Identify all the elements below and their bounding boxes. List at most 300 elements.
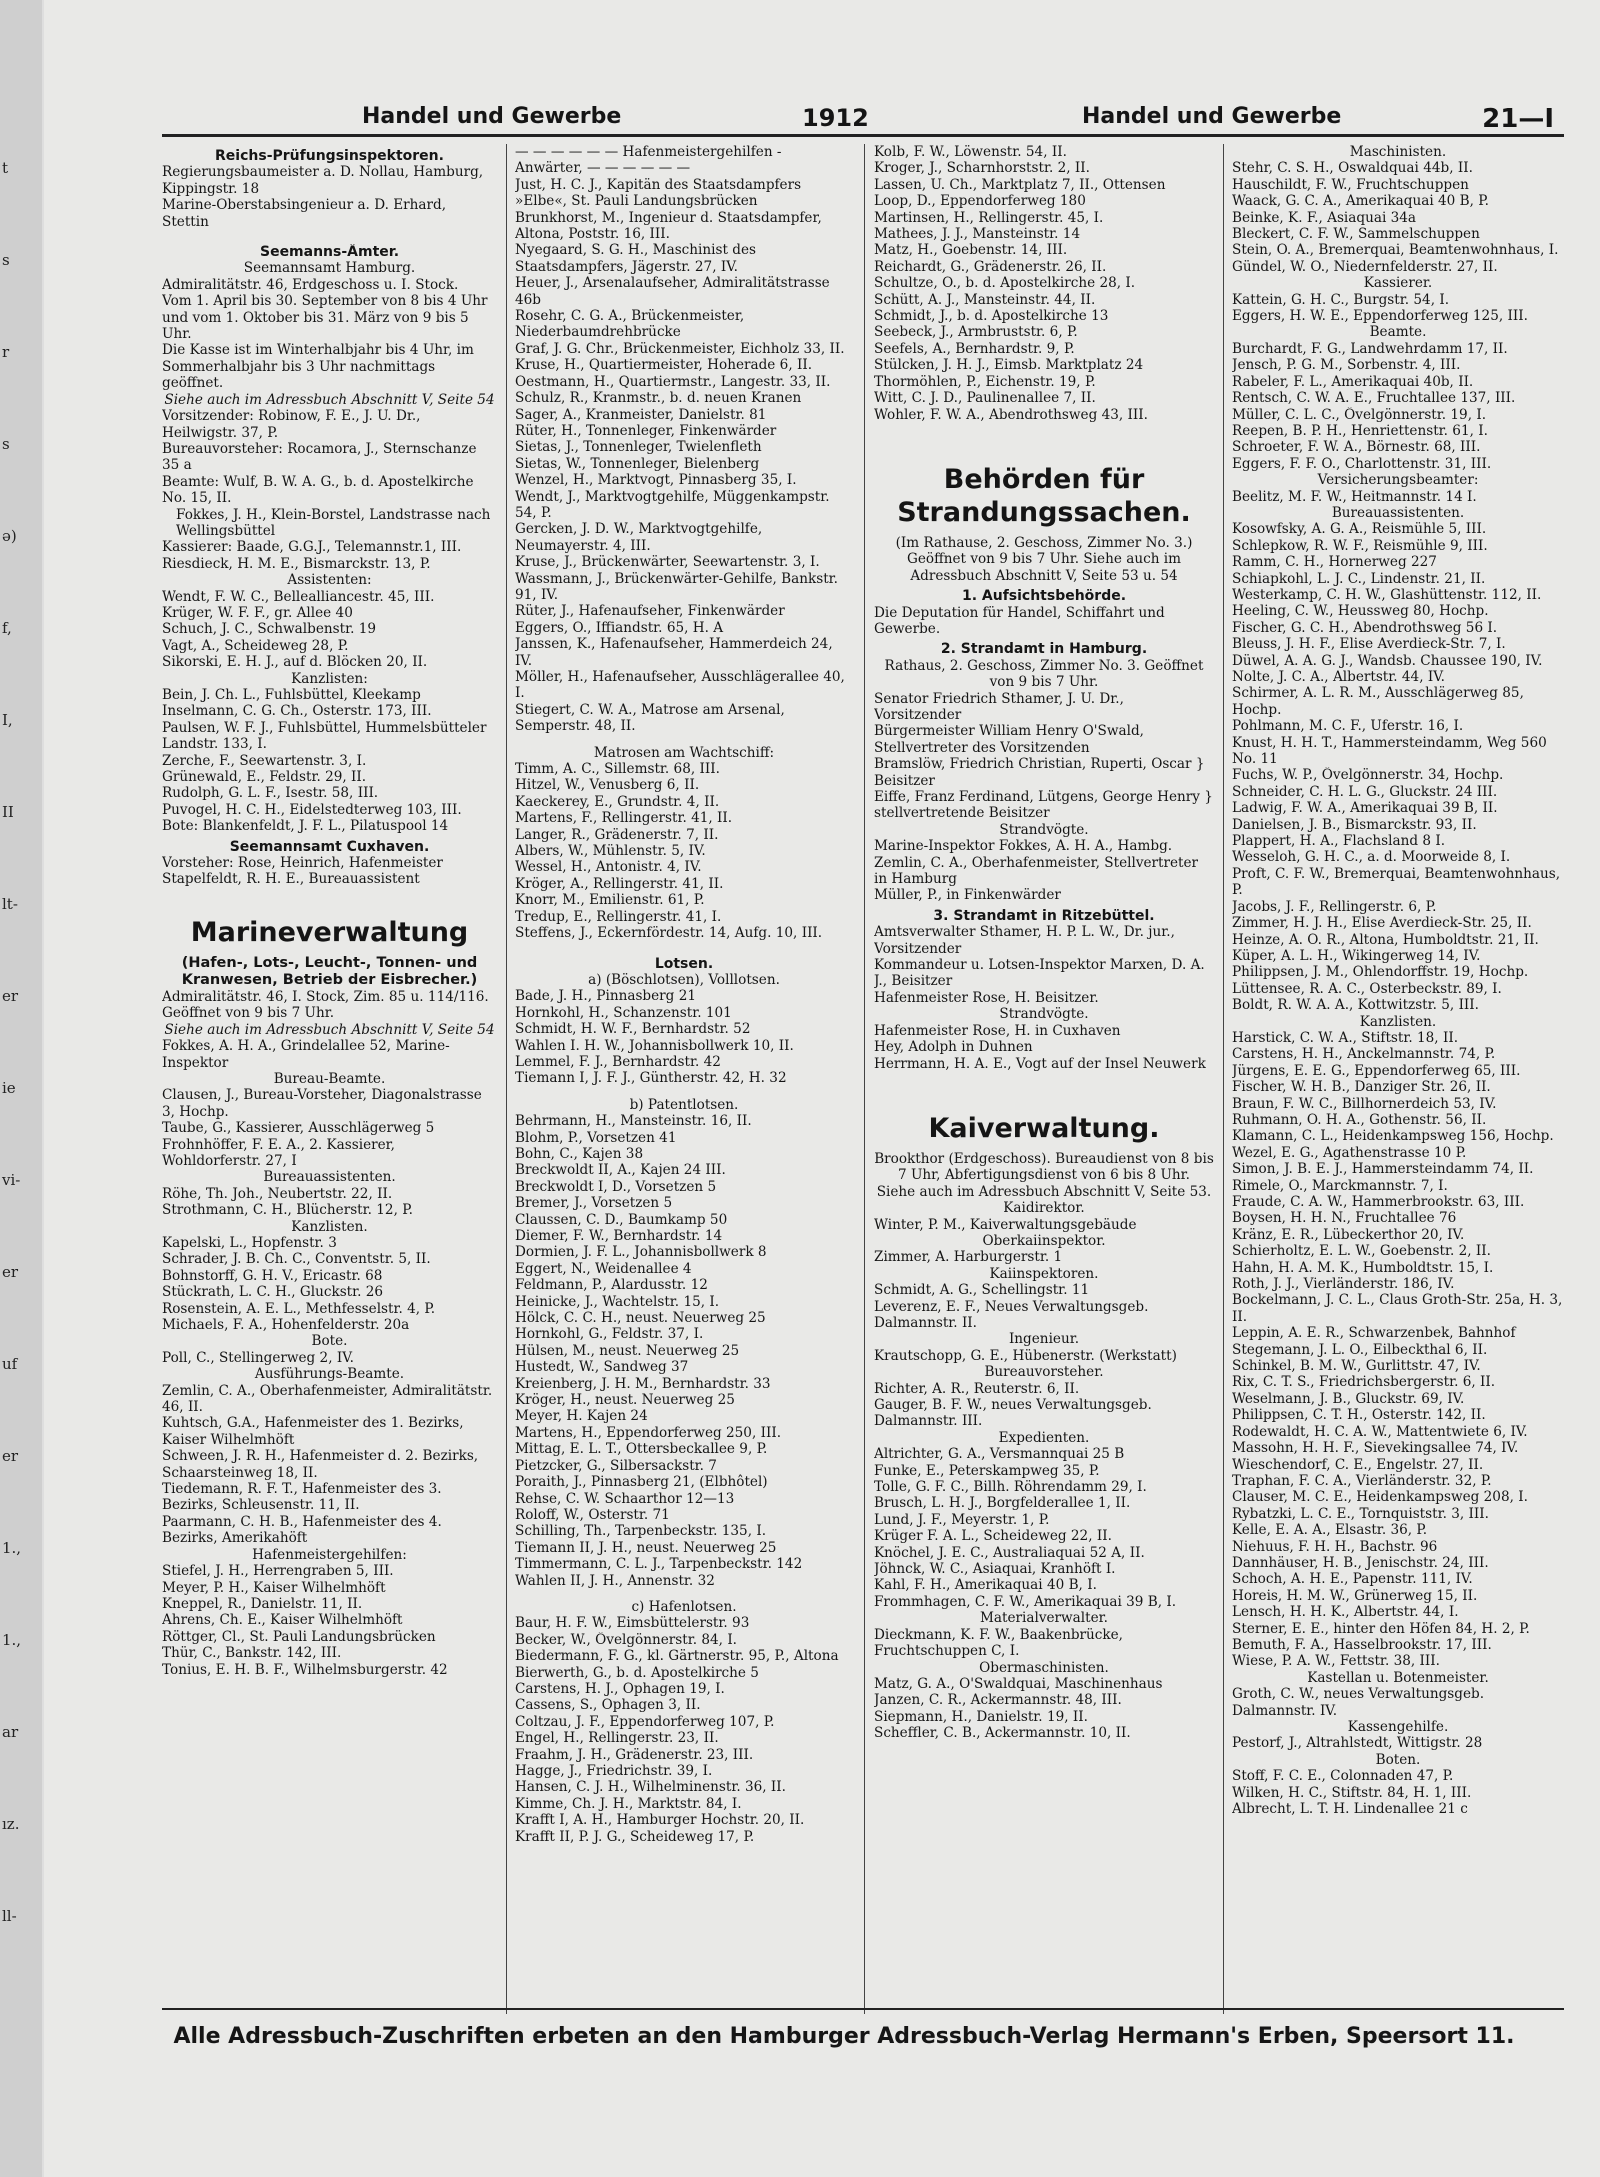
entry-line: Siehe auch im Adressbuch Abschnitt V, Seite 54 (164, 391, 495, 408)
entry-line: Paarmann, C. H. B., Hafenmeister des 4. Bezirks, Amerikahöft (162, 1513, 442, 1547)
entry-line: Bürgermeister William Henry O'Swald, Stellvertreter des Vorsitzenden (874, 723, 1144, 756)
entry-line: Stoff, F. C. E., Colonnaden 47, P. (1232, 1768, 1454, 1785)
entry-line: Strothmann, C. H., Blücherstr. 12, P. (162, 1202, 413, 1219)
entry-line: Reichardt, G., Grädenerstr. 26, II. (874, 258, 1107, 275)
entry-line: Puvogel, H. C. H., Eidelstedterweg 103, III. (162, 801, 462, 818)
entry-line: Schmidt, H. W. F., Bernhardstr. 52 (515, 1021, 751, 1038)
entry-line: Kruse, H., Quartiermeister, Hoherade 6, II. (515, 357, 813, 374)
entry-line: Schinkel, B. M. W., Gurlittstr. 47, IV. (1232, 1358, 1481, 1375)
entry-line: Brookthor (Erdgeschoss). Bureaudienst von 8 bis 7 Uhr, Abfertigungsdienst von 6 bis 8 Uhr. (874, 1150, 1214, 1184)
entry-line: Rybatzki, L. C. E., Tornquiststr. 3, III. (1232, 1505, 1489, 1522)
entry-line: Meyer, P. H., Kaiser Wilhelmhöft (162, 1579, 386, 1596)
entry-line: Marine-Oberstabsingenieur a. D. Erhard, Stettin (162, 197, 447, 230)
entry-line: Kassierer. (1363, 275, 1433, 292)
entry-line: Dieckmann, K. F. W., Baakenbrücke, Fruchtschuppen C, I. (874, 1626, 1124, 1660)
running-header (162, 96, 1564, 137)
entry-line: Stülcken, J. H. J., Eimsb. Marktplatz 24 (874, 357, 1144, 374)
entry-line: Diemer, F. W., Bernhardstr. 14 (515, 1228, 723, 1244)
entry-line: Wahlen I. H. W., Johannisbollwerk 10, II. (515, 1037, 794, 1054)
entry-line: Beamte. (1369, 324, 1427, 341)
entry-line: Rehse, C. W. Schaarthor 12—13 (515, 1490, 735, 1507)
entry-line: Jacobs, J. F., Rellingerstr. 6, P. (1232, 898, 1437, 915)
entry-line: Gercken, J. D. W., Marktvogtgehilfe, Neumayerstr. 4, III. (515, 521, 763, 554)
entry-line: Ausführungs-Beamte. (254, 1366, 405, 1383)
columns-area (162, 144, 1564, 2024)
entry-line: Regierungsbaumeister a. D. Nollau, Hamburg, Kippingstr. 18 (162, 164, 484, 197)
entry-line: Kröger, H., neust. Neuerweg 25 (515, 1392, 735, 1409)
entry-line: Fraude, C. A. W., Hammerbrookstr. 63, III. (1232, 1194, 1525, 1210)
entry-line: Schulz, R., Kranmstr., b. d. neuen Kranen (515, 390, 802, 407)
entry-line: Clausen, J., Bureau-Vorsteher, Diagonalstrasse 3, Hochp. (162, 1087, 482, 1120)
entry-line: Eggers, H. W. E., Eppendorferweg 125, III. (1232, 308, 1528, 325)
entry-line: Heeling, C. W., Heussweg 80, Hochp. (1232, 603, 1489, 620)
entry-line: Reepen, B. P. H., Henriettenstr. 61, I. (1232, 422, 1488, 439)
entry-line: Stückrath, L. C. H., Gluckstr. 26 (162, 1284, 384, 1301)
entry-line: Zemlin, C. A., Oberhafenmeister, Stellvertreter in Hamburg (874, 854, 1199, 888)
entry-line: Mittag, E. L. T., Ottersbeckallee 9, P. (515, 1441, 768, 1458)
entry-line: Wendt, J., Marktvogtgehilfe, Müggenkampstr. 54, P. (515, 488, 830, 521)
entry-line: a) (Böschlotsen), Volllotsen. (588, 971, 780, 988)
entry-line: Pietzcker, G., Silbersackstr. 7 (515, 1457, 717, 1474)
entry-line: Breckwoldt I, D., Vorsetzen 5 (515, 1178, 717, 1195)
entry-line: Plappert, H. A., Flachsland 8 I. (1232, 833, 1446, 850)
entry-line: Vom 1. April bis 30. September von 8 bis 4 Uhr und vom 1. Oktober bis 31. März von 9 bis 5 Uhr. (162, 293, 488, 343)
entry-line: Heinicke, J., Wachtelstr. 15, I. (515, 1293, 720, 1310)
entry-line: Graf, J. G. Chr., Brückenmeister, Eichholz 33, II. (515, 340, 845, 357)
entry-line: Kaidirektor. (1003, 1200, 1085, 1217)
entry-line: Wenzel, H., Marktvogt, Pinnasberg 35, I. (515, 472, 797, 489)
entry-line: Philippsen, C. T. H., Osterstr. 142, II. (1232, 1407, 1486, 1424)
entry-line: Vorsitzender: Robinow, F. E., J. U. Dr., Heilwigstr. 37, P. (162, 408, 421, 441)
entry-line: Fokkes, A. H. A., Grindelallee 52, Marine-Inspektor (162, 1038, 450, 1071)
entry-line: Seemannsamt Hamburg. (243, 260, 416, 277)
entry-line: Traphan, F. C. A., Vierländerstr. 32, P. (1232, 1472, 1492, 1489)
header-right-title: Handel und Gewerbe (1082, 104, 1342, 129)
entry-line: Pohlmann, M. C. F., Uferstr. 16, I. (1232, 718, 1464, 735)
entry-line: Bleckert, C. F. W., Sammelschuppen (1232, 226, 1480, 243)
entry-line: Mathees, J. J., Mansteinstr. 14 (874, 226, 1081, 243)
entry-line: Admiralitätstr. 46, I. Stock, Zim. 85 u. 114/116. Geöffnet von 9 bis 7 Uhr. (162, 988, 489, 1022)
entry-line: Richter, A. R., Reuterstr. 6, II. (874, 1380, 1080, 1397)
entry-line: Kimme, Ch. J. H., Marktstr. 84, I. (515, 1795, 742, 1812)
entry-line: Bierwerth, G., b. d. Apostelkirche 5 (515, 1664, 759, 1681)
entry-line: Simon, J. B. E. J., Hammersteindamm 74, II. (1232, 1161, 1534, 1178)
entry-line: Schrader, J. B. Ch. C., Conventstr. 5, II. (162, 1251, 431, 1268)
entry-line: Thormöhlen, P., Eichenstr. 19, P. (874, 373, 1096, 390)
entry-line: c) Hafenlotsen. (631, 1598, 737, 1615)
entry-line: Die Deputation für Handel, Schiffahrt und Gewerbe. (874, 604, 1165, 637)
entry-line: Becker, W., Övelgönnerstr. 84, I. (515, 1631, 738, 1648)
entry-line: Schoch, A. H. E., Papenstr. 111, IV. (1232, 1571, 1473, 1588)
entry-line: Jensch, P. G. M., Sorbenstr. 4, III. (1232, 357, 1461, 374)
entry-line: Obermaschinisten. (979, 1659, 1109, 1676)
spacer (162, 230, 497, 240)
entry-line: (Im Rathause, 2. Geschoss, Zimmer No. 3.) Geöffnet von 9 bis 7 Uhr. Siehe auch im Adressbuch Abschnitt V, Seite 53 u. 54 (895, 534, 1193, 584)
entry-line: Leppin, A. E. R., Schwarzenbek, Bahnhof (1232, 1325, 1516, 1342)
entry-line: Die Kasse ist im Winterhalbjahr bis 4 Uhr, im Sommerhalbjahr bis 3 Uhr nachmittags geöffnet. (162, 342, 474, 392)
entry-line: Matrosen am Wachtschiff: (593, 744, 775, 761)
margin-mark: s (2, 251, 10, 269)
spacer (515, 735, 853, 745)
entry-line: Philippsen, J. M., Ohlendorffstr. 19, Hochp. (1232, 964, 1529, 981)
column-4 (1232, 144, 1564, 2014)
entry-line: Zimmer, A. Harburgerstr. 1 (874, 1249, 1063, 1266)
entry-line: Strandvögte. (999, 1006, 1089, 1023)
margin-mark: vi- (2, 1171, 21, 1189)
entry-line: Hafenmeister Rose, H. Beisitzer. (874, 989, 1099, 1006)
entry-line: Hahn, H. A. M. K., Humboldtstr. 15, I. (1232, 1259, 1494, 1276)
entry-line: Krüger, W. F. F., gr. Allee 40 (162, 604, 353, 621)
entry-line: Rudolph, G. L. F., Isestr. 58, III. (162, 785, 379, 802)
entry-line: Martinsen, H., Rellingerstr. 45, I. (874, 209, 1104, 226)
entry-line: Expedienten. (998, 1429, 1090, 1446)
entry-line: Schneider, C. H. L. G., Gluckstr. 24 III. (1232, 783, 1498, 800)
entry-line: Rabeler, F. L., Amerikaquai 40b, II. (1232, 373, 1474, 390)
margin-mark: ə) (2, 527, 17, 545)
entry-line: Rosenstein, A. E. L., Methfesselstr. 4, P. (162, 1300, 436, 1317)
entry-line: Blohm, P., Vorsetzen 41 (515, 1129, 677, 1146)
entry-line: Kneppel, R., Danielstr. 11, II. (162, 1595, 363, 1612)
entry-line: Bote: Blankenfeldt, J. F. L., Pilatuspool 14 (162, 818, 449, 835)
entry-line: Ingenieur. (1008, 1331, 1080, 1348)
entry-line: Funke, E., Peterskampweg 35, P. (874, 1462, 1100, 1479)
entry-line: Kruse, J., Brückenwärter, Seewartenstr. 3, I. (515, 554, 820, 571)
entry-line: Klamann, C. L., Heidenkampsweg 156, Hochp. (1232, 1128, 1554, 1145)
entry-line: Kassengehilfe. (1347, 1719, 1449, 1735)
entry-line: Rodewaldt, H. C. A. W., Mattentwiete 6, IV. (1232, 1423, 1528, 1440)
entry-line: Brunkhorst, M., Ingenieur d. Staatsdampfer, Altona, Poststr. 16, III. (515, 209, 822, 243)
entry-line: Beelitz, M. F. W., Heitmannstr. 14 I. (1232, 488, 1477, 505)
section-heading: 1. Aufsichtsbehörde. (961, 588, 1127, 605)
entry-line: Poraith, J., Pinnasberg 21, (Elbhôtel) (515, 1474, 768, 1491)
entry-line: Schmidt, J., b. d. Apostelkirche 13 (874, 308, 1109, 325)
entry-line: Marine-Inspektor Fokkes, A. H. A., Hambg. (874, 838, 1173, 855)
entry-line: Riesdieck, H. M. E., Bismarckstr. 13, P. (162, 555, 431, 572)
entry-line: Oberkaiinspektor. (982, 1232, 1106, 1249)
section-heading: Lotsen. (654, 955, 714, 972)
entry-line: Rosehr, C. G. A., Brückenmeister, Niederbaumdrehbrücke (515, 308, 745, 341)
entry-line: Ruhmann, O. H. A., Gothenstr. 56, II. (1232, 1111, 1487, 1128)
entry-line: Scheffler, C. B., Ackermannstr. 10, II. (874, 1725, 1131, 1742)
entry-line: Michaels, F. A., Hohenfelderstr. 20a (162, 1317, 410, 1333)
entry-line: Taube, G., Kassierer, Ausschlägerweg 5 (162, 1120, 435, 1137)
entry-line: Assistenten: (287, 572, 372, 589)
entry-line: Grünewald, E., Feldstr. 29, II. (162, 769, 367, 786)
section-heading: Reichs-Prüfungsinspektoren. (215, 148, 444, 164)
entry-line: Fuchs, W. P., Övelgönnerstr. 34, Hochp. (1232, 767, 1504, 784)
entry-line: Massohn, H. H. F., Sievekingsallee 74, IV. (1232, 1440, 1519, 1457)
margin-mark: t (2, 159, 9, 177)
entry-line: Cassens, S., Ophagen 3, II. (515, 1697, 701, 1714)
entry-line: Biedermann, F. G., kl. Gärtnerstr. 95, P., Altona (515, 1648, 839, 1665)
entry-line: Seefels, A., Bernhardstr. 9, P. (874, 340, 1075, 357)
entry-line: Waack, G. C. A., Amerikaquai 40 B, P. (1232, 193, 1489, 210)
entry-line: Brusch, L. H. J., Borgfelderallee 1, II. (874, 1495, 1131, 1512)
margin-mark: er (2, 1263, 19, 1281)
entry-line: Roloff, W., Osterstr. 71 (515, 1506, 670, 1523)
margin-mark: I, (2, 711, 13, 729)
entry-line: Vagt, A., Scheideweg 28, P. (162, 637, 349, 654)
entry-line: Materialverwalter. (980, 1610, 1108, 1627)
entry-line: Fraahm, J. H., Grädenerstr. 23, III. (515, 1746, 754, 1763)
entry-line: Hafenmeister Rose, H. in Cuxhaven (874, 1022, 1121, 1039)
entry-line: Rix, C. T. S., Friedrichsbergerstr. 6, II. (1232, 1374, 1496, 1391)
entry-line: Behrmann, H., Mansteinstr. 16, II. (515, 1113, 752, 1130)
entry-line: Stiefel, J. H., Herrengraben 5, III. (162, 1563, 394, 1580)
entry-line: Stapelfeldt, R. H. E., Bureauassistent (162, 871, 420, 888)
spacer (874, 423, 1214, 445)
entry-line: Schuch, J. C., Schwalbenstr. 19 (162, 621, 377, 638)
entry-line: Bade, J. H., Pinnasberg 21 (515, 988, 696, 1005)
entry-line: Düwel, A. A. G. J., Wandsb. Chaussee 190, IV. (1232, 652, 1543, 669)
entry-line: Sterner, E. E., hinter den Höfen 84, H. 2, P. (1232, 1620, 1530, 1637)
publisher-footer: Alle Adressbuch-Zuschriften erbeten an den Hamburger Adressbuch-Verlag Hermann's Erben, Speersort 11. (173, 2024, 1515, 2049)
entry-line: Rimele, O., Marckmannstr. 7, I. (1232, 1177, 1448, 1194)
margin-mark: s (2, 435, 10, 453)
entry-line: Feldmann, P., Alardusstr. 12 (515, 1277, 708, 1294)
entry-line: Engel, H., Rellingerstr. 23, II. (515, 1730, 719, 1747)
entry-line: Herrmann, H. A. E., Vogt auf der Insel Neuwerk (874, 1055, 1206, 1072)
entry-line: Bockelmann, J. C. L., Claus Groth-Str. 25a, H. 3, II. (1232, 1292, 1563, 1325)
section-heading: Seemanns-Ämter. (259, 244, 400, 261)
entry-line: Kreienberg, J. H. M., Bernhardstr. 33 (515, 1375, 771, 1392)
entry-line: Rüter, H., Tonnenleger, Finkenwärder (515, 422, 777, 439)
header-left-title: Handel und Gewerbe (362, 104, 622, 129)
entry-line: Kröger, A., Rellingerstr. 41, II. (515, 875, 724, 892)
margin-mark: 1., (2, 1631, 22, 1649)
column-divider (1223, 144, 1224, 2014)
left-page-margin (0, 0, 42, 2177)
entry-line: Dannhäuser, H. B., Jenischstr. 24, III. (1232, 1554, 1489, 1571)
entry-line: Lassen, U. Ch., Marktplatz 7, II., Ottensen (874, 176, 1166, 193)
entry-line: Heinze, A. O. R., Altona, Humboldtstr. 21, II. (1232, 931, 1539, 948)
entry-line: Kahl, F. H., Amerikaquai 40 B, I. (874, 1577, 1097, 1594)
entry-line: Kaiinspektoren. (989, 1265, 1099, 1282)
entry-line: Küper, A. L. H., Wikingerweg 14, IV. (1232, 947, 1481, 964)
entry-line: Zemlin, C. A., Oberhafenmeister, Admiralitätstr. 46, II. (162, 1382, 493, 1416)
margin-mark: f, (2, 619, 12, 637)
entry-line: Burchardt, F. G., Landwehrdamm 17, II. (1232, 340, 1508, 357)
column-divider (506, 144, 507, 2014)
entry-line: Langer, R., Grädenerstr. 7, II. (515, 826, 719, 843)
entry-line: Loop, D., Eppendorferweg 180 (874, 193, 1086, 210)
entry-line: Müller, P., in Finkenwärder (874, 887, 1061, 904)
entry-line: Bleuss, J. H. F., Elise Averdieck-Str. 7, I. (1232, 636, 1506, 653)
entry-line: Thür, C., Bankstr. 142, III. (162, 1645, 342, 1662)
entry-line: Danielsen, J. B., Bismarckstr. 93, II. (1232, 816, 1477, 833)
entry-line: Strandvögte. (999, 821, 1089, 838)
entry-line: Bureauassistenten. (1331, 504, 1465, 521)
entry-line: Stegemann, J. L. O., Eilbeckthal 6, II. (1232, 1341, 1488, 1358)
entry-line: Hülsen, M., neust. Neuerweg 25 (515, 1342, 740, 1359)
entry-line: Stiegert, C. W. A., Matrose am Arsenal, Semperstr. 48, II. (515, 701, 785, 735)
entry-line: Timmermann, C. L. J., Tarpenbeckstr. 142 (515, 1556, 803, 1573)
entry-line: Boysen, H. H. N., Fruchtallee 76 (1232, 1210, 1457, 1227)
entry-line: Poll, C., Stellingerweg 2, IV. (162, 1349, 354, 1366)
page-content (162, 96, 1564, 1845)
entry-line: Tiemann II, J. H., neust. Neuerweg 25 (515, 1539, 777, 1556)
entry-line: Paulsen, W. F. J., Fuhlsbüttel, Hummelsbütteler Landstr. 133, I. (162, 719, 487, 753)
entry-line: Braun, F. W. C., Billhornerdeich 53, IV. (1232, 1095, 1497, 1112)
entry-line: Niehuus, F. H. H., Bachstr. 96 (1232, 1538, 1438, 1555)
column-divider (864, 144, 865, 2014)
entry-line: b) Patentlotsen. (629, 1096, 739, 1113)
entry-line: Ladwig, F. W. A., Amerikaquai 39 B, II. (1232, 800, 1498, 817)
entry-line: Knorr, M., Emilienstr. 61, P. (515, 892, 705, 909)
entry-line: Müller, C. L. C., Övelgönnerstr. 19, I. (1232, 406, 1487, 423)
entry-line: Witt, C. J. D., Paulinenallee 7, II. (874, 390, 1096, 407)
entry-line: Schilling, Th., Tarpenbeckstr. 135, I. (515, 1523, 767, 1540)
spacer (874, 1072, 1214, 1094)
entry-line: Kapelski, L., Hopfenstr. 3 (162, 1234, 337, 1251)
column-2 (515, 144, 853, 2014)
entry-line: Fischer, W. H. B., Danziger Str. 26, II. (1232, 1079, 1491, 1096)
page-number: 21—I (1482, 104, 1554, 134)
entry-line: Schlepkow, R. W. F., Reismühle 9, III. (1232, 537, 1488, 554)
entry-line: Hölck, C. C. H., neust. Neuerweg 25 (515, 1310, 766, 1327)
entry-line: Frohnhöffer, F. E. A., 2. Kassierer, Wohldorferstr. 27, I (162, 1136, 395, 1169)
entry-line: Kränz, E. R., Lübeckerthor 20, IV. (1232, 1226, 1465, 1243)
entry-line: Wiese, P. A. W., Fettstr. 38, III. (1232, 1653, 1440, 1670)
entry-line: Inselmann, C. G. Ch., Osterstr. 173, III. (162, 703, 432, 720)
entry-line: Bote. (311, 1333, 348, 1350)
margin-mark: ll- (2, 1907, 17, 1925)
margin-mark: uf (2, 1355, 18, 1373)
entry-line: Zimmer, H. J. H., Elise Averdieck-Str. 25, II. (1232, 915, 1532, 932)
entry-line: Kattein, G. H. C., Burgstr. 54, I. (1232, 291, 1450, 308)
entry-line: Groth, C. W., neues Verwaltungsgeb. Dalmannstr. IV. (1232, 1686, 1485, 1719)
entry-line: Weselmann, J. B., Gluckstr. 69, IV. (1232, 1390, 1465, 1407)
entry-line: Proft, C. F. W., Bremerquai, Beamtenwohnhaus, P. (1232, 865, 1561, 899)
entry-line: Tiemann I, J. F. J., Güntherstr. 42, H. 32 (515, 1070, 787, 1087)
entry-line: Schütt, A. J., Mansteinstr. 44, II. (874, 291, 1096, 308)
margin-mark: er (2, 987, 19, 1005)
entry-line: Hustedt, W., Sandweg 37 (515, 1359, 689, 1376)
entry-line: Jürgens, E. E. G., Eppendorferweg 65, III. (1232, 1062, 1521, 1079)
margin-mark: ie (2, 1079, 16, 1097)
spacer (162, 888, 497, 898)
entry-line: Sietas, J., Tonnenleger, Twielenfleth (515, 439, 762, 456)
entry-line: Kroger, J., Scharnhorststr. 2, II. (874, 160, 1090, 177)
entry-line: Tonius, E. H. B. F., Wilhelmsburgerstr. 42 (162, 1661, 448, 1678)
entry-line: Hafenmeistergehilfen: (252, 1546, 407, 1563)
entry-line: Bureauvorsteher. (984, 1364, 1104, 1381)
entry-line: Hornkohl, G., Feldstr. 37, I. (515, 1326, 704, 1343)
entry-line: Versicherungsbeamter: (1317, 472, 1479, 489)
entry-line: Kelle, E. A. A., Elsastr. 36, P. (1232, 1522, 1428, 1539)
entry-line: Krafft II, P. J. G., Scheideweg 17, P. (515, 1828, 755, 1845)
entry-line: Wahlen II, J. H., Annenstr. 32 (515, 1572, 715, 1589)
spacer (515, 1087, 853, 1097)
entry-line: Beamte: Wulf, B. W. A. G., b. d. Apostelkirche No. 15, II. (162, 473, 474, 507)
entry-line: Nolte, J. C. A., Albertstr. 44, IV. (1232, 669, 1445, 685)
entry-line: Knöchel, J. E. C., Australiaquai 52 A, II. (874, 1544, 1145, 1561)
entry-line: Bemuth, F. A., Hasselbrookstr. 17, III. (1232, 1636, 1492, 1653)
entry-line: Kosowfsky, A. G. A., Reismühle 5, III. (1232, 521, 1487, 538)
entry-line: Schierholtz, E. L. W., Goebenstr. 2, II. (1232, 1243, 1491, 1260)
entry-line: Zerche, F., Seewartenstr. 3, I. (162, 752, 367, 769)
entry-line: Sietas, W., Tonnenleger, Bielenberg (515, 455, 760, 472)
entry-line: Nyegaard, S. G. H., Maschinist des Staatsdampfers, Jägerstr. 27, IV. (515, 242, 756, 275)
entry-line: Albers, W., Mühlenstr. 5, IV. (515, 843, 706, 860)
entry-line: Oestmann, H., Quartiermstr., Langestr. 33, II. (515, 373, 831, 390)
entry-line: Bremer, J., Vorsetzen 5 (515, 1195, 673, 1212)
entry-line: Lemmel, F. J., Bernhardstr. 42 (515, 1053, 721, 1070)
header-year: 1912 (802, 104, 869, 132)
entry-line: Senator Friedrich Sthamer, J. U. Dr., Vorsitzender (874, 690, 1124, 723)
entry-line: Maschinisten. (1349, 144, 1447, 160)
entry-line: Kanzlisten. (291, 1218, 368, 1235)
entry-line: Kassierer: Baade, G.G.J., Telemannstr.1, III. (162, 539, 462, 556)
entry-line: Stein, O. A., Bremerquai, Beamtenwohnhaus, I. (1232, 242, 1559, 259)
entry-line: Bureauvorsteher: Rocamora, J., Sternschanze 35 a (162, 440, 477, 474)
margin-mark: ar (2, 1723, 19, 1741)
entry-line: Lüttensee, R. A. C., Osterbeckstr. 89, I. (1232, 980, 1502, 997)
entry-line: Eggers, F. F. O., Charlottenstr. 31, III. (1232, 455, 1492, 472)
entry-line: Bein, J. Ch. L., Fuhlsbüttel, Kleekamp (162, 687, 421, 703)
entry-line: Sikorski, E. H. J., auf d. Blöcken 20, II. (162, 654, 428, 671)
entry-line: Coltzau, J. F., Eppendorferweg 107, P. (515, 1713, 775, 1730)
entry-line: Hagge, J., Friedrichstr. 39, I. (515, 1763, 713, 1779)
column-3 (874, 144, 1214, 2014)
entry-line: Albrecht, L. T. H. Lindenallee 21 c (1232, 1801, 1468, 1818)
entry-line: Möller, H., Hafenaufseher, Ausschlägerallee 40, I. (515, 669, 845, 702)
entry-line: Claussen, C. D., Baumkamp 50 (515, 1211, 728, 1228)
entry-line: Boldt, R. W. A. A., Kottwitzstr. 5, III. (1232, 997, 1479, 1014)
entry-line: Rentsch, C. W. A. E., Fruchtallee 137, III. (1232, 390, 1516, 407)
entry-line: Vorsteher: Rose, Heinrich, Hafenmeister (162, 855, 443, 872)
entry-line: Breckwoldt II, A., Kajen 24 III. (515, 1162, 726, 1179)
entry-line: Fischer, G. C. H., Abendrothsweg 56 I. (1232, 619, 1498, 636)
entry-line: Bureau-Beamte. (273, 1070, 386, 1087)
entry-line: Eggers, O., Iffiandstr. 65, H. A (515, 619, 724, 636)
entry-line: Frommhagen, C. F. W., Amerikaquai 39 B, I. (874, 1593, 1177, 1610)
entry-line: Krafft I, A. H., Hamburger Hochstr. 20, II. (515, 1812, 805, 1829)
entry-line: Kastellan u. Botenmeister. (1307, 1669, 1489, 1686)
entry-line: Kanzlisten: (291, 670, 368, 687)
entry-line: Gauger, B. F. W., neues Verwaltungsgeb. Dalmannstr. III. (874, 1397, 1152, 1430)
section-heading: 2. Strandamt in Hamburg. (940, 641, 1148, 658)
entry-line: Seebeck, J., Armbruststr. 6, P. (874, 324, 1078, 341)
entry-line: Hitzel, W., Venusberg 6, II. (515, 777, 700, 794)
entry-line: Westerkamp, C. H. W., Glashüttenstr. 112, II. (1232, 586, 1542, 603)
entry-line: Janzen, C. R., Ackermannstr. 48, III. (874, 1692, 1122, 1709)
entry-line: Wessel, H., Antonistr. 4, IV. (515, 859, 702, 876)
entry-line: Horeis, H. M. W., Grünerweg 15, II. (1232, 1587, 1478, 1604)
margin-mark: II (2, 803, 14, 821)
entry-line: Tiedemann, R. F. T., Hafenmeister des 3. Bezirks, Schleusenstr. 11, II. (162, 1481, 442, 1514)
margin-mark: er (2, 1447, 19, 1465)
entry-line: Kommandeur u. Lotsen-Inspektor Marxen, D. A. J., Beisitzer (874, 957, 1205, 990)
entry-line: Admiralitätstr. 46, Erdgeschoss u. I. Stock. (162, 276, 459, 293)
entry-line: Ramm, C. H., Hornerweg 227 (1232, 554, 1437, 571)
entry-line: Hauschildt, F. W., Fruchtschuppen (1232, 176, 1469, 193)
section-heading: Seemannsamt Cuxhaven. (229, 838, 430, 855)
entry-line: Jöhnck, W. C., Asiaquai, Kranhöft I. (874, 1561, 1116, 1578)
entry-line: Beinke, K. F., Asiaquai 34a (1232, 209, 1417, 226)
entry-line: Wilken, H. C., Stiftstr. 84, H. 1, III. (1232, 1784, 1472, 1801)
entry-line: Schirmer, A. L. R. M., Ausschlägerweg 85, Hochp. (1232, 685, 1524, 718)
entry-line: Wendt, F. W. C., Bellealliancestr. 45, III. (162, 588, 435, 605)
margin-mark: r (2, 343, 10, 361)
entry-line: Bohnstorff, G. H. V., Ericastr. 68 (162, 1267, 383, 1284)
entry-line: Ahrens, Ch. E., Kaiser Wilhelmhöft (162, 1612, 403, 1629)
entry-line: Knust, H. H. T., Hammersteindamm, Weg 560 No. 11 (1232, 734, 1547, 768)
document-page (44, 0, 1600, 2177)
entry-line: Schroeter, F. W. A., Börnestr. 68, III. (1232, 439, 1481, 456)
entry-line: Krautschopp, G. E., Hübenerstr. (Werkstatt) (874, 1347, 1177, 1364)
entry-line: Lensch, H. H. K., Albertstr. 44, I. (1232, 1604, 1459, 1621)
